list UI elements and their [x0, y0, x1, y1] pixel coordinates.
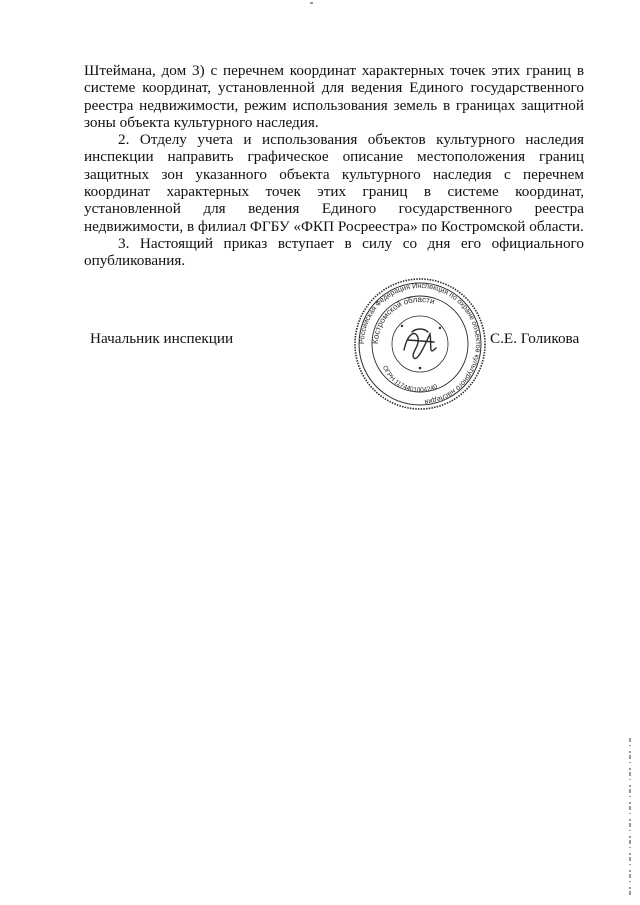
paragraph-continuation: Штеймана, дом 3) с перечнем координат характерных точек этих границ в системе координат, установленной для ведения Единого государственного реестра недвижимости, режим использования земель в границах защитной зоны объекта культурного наследия. [84, 62, 584, 131]
paragraph-item-3: 3. Настоящий приказ вступает в силу со дня его официального опубликования. [84, 234, 584, 270]
signature-block [0, 326, 640, 356]
scan-edge-artifact [629, 738, 631, 898]
svg-text:Российская Федерация Инспекци: Российская Федерация Инспекция по охране объектов культурного наследия [356, 280, 484, 407]
official-seal-icon [352, 276, 488, 412]
scan-mark [310, 2, 313, 4]
svg-text:Костромской области: Костромской области [370, 294, 436, 345]
paragraph-item-2: 2. Отделу учета и использования объектов культурного наследия инспекции направить графическое описание местоположения границ защитных зон указанного объекта культурного наследия с перечнем координат характерных точек этих границ в системе координат, установленной для ведения Единого государственного реестра недвижимости, в филиал ФГБУ «ФКП Росреестра» по Костромской области. [84, 131, 584, 235]
signatory-position: Начальник инспекции [90, 330, 234, 347]
svg-text:ОГРН 1174401004240: ОГРН 1174401004240 [380, 364, 439, 395]
signatory-name: С.Е. Голикова [490, 330, 580, 347]
body-text [84, 62, 584, 270]
